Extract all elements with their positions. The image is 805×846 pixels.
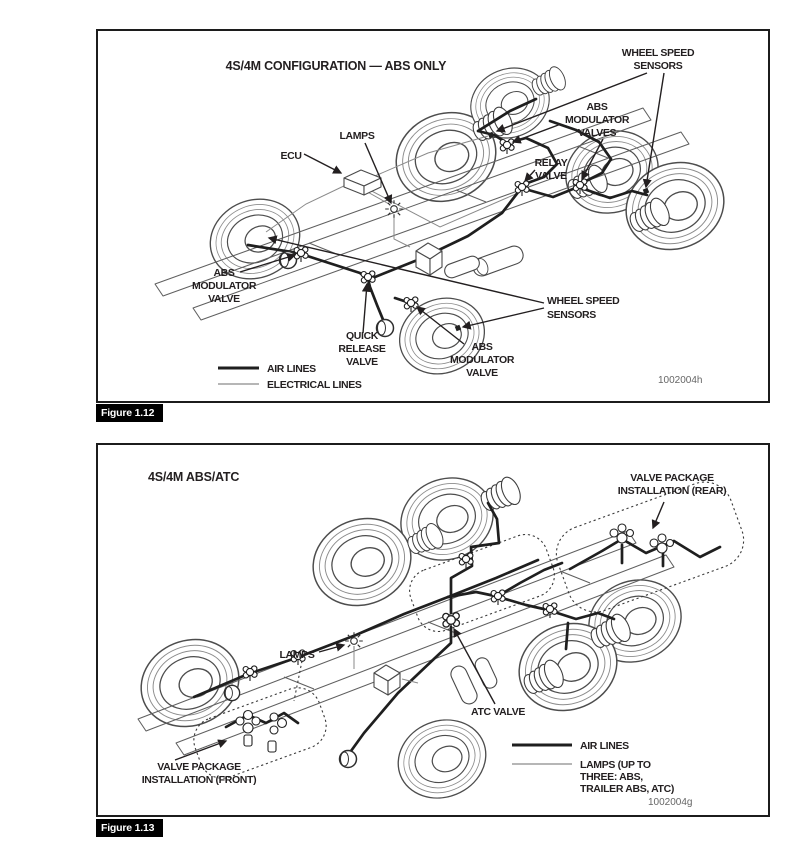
- label-abs-modulator-valves: VALVES: [577, 127, 617, 139]
- label-valve-package-rear: VALVE PACKAGE: [630, 472, 714, 484]
- front-valve-package: [226, 711, 298, 753]
- legend-air-lines-label: AIR LINES: [267, 363, 316, 375]
- brake-chamber: [280, 252, 297, 269]
- legend: [218, 363, 362, 391]
- figure-caption-1-12: [96, 404, 163, 422]
- label-abs-modulator-valve-bottom: VALVE: [466, 367, 498, 379]
- valve-glyph: [243, 666, 257, 681]
- label-abs-modulator-valves: ABS: [586, 101, 608, 113]
- air-tank-small: [473, 656, 499, 691]
- valve-glyph: [543, 603, 557, 618]
- label-abs-modulator-valves: MODULATOR: [564, 114, 630, 126]
- label-valve-package-front: VALVE PACKAGE: [157, 761, 241, 773]
- label-wheel-speed-sensors-right: WHEEL SPEED: [547, 295, 620, 307]
- lamp-icon: [385, 200, 403, 218]
- figure-1-12-panel: [96, 29, 770, 403]
- air-tank-small: [443, 254, 482, 279]
- label-atc-valve: ATC VALVE: [470, 706, 526, 718]
- legend: [512, 740, 674, 795]
- label-quick-release-valve: VALVE: [346, 356, 378, 368]
- label-wheel-speed-sensors-top: WHEEL SPEED: [621, 47, 695, 59]
- quick-release-valve-glyph: [361, 271, 375, 286]
- label-wheel-speed-sensors-right: SENSORS: [547, 309, 596, 321]
- brake-chamber: [224, 685, 239, 700]
- label-abs-modulator-valve-bottom: MODULATOR: [449, 354, 515, 366]
- label-wheel-speed-sensors-top: SENSORS: [633, 60, 683, 72]
- figure-caption-1-13: [96, 819, 163, 837]
- abs-modulator-valve-glyph: [500, 139, 514, 154]
- legend-air-lines-label: AIR LINES: [580, 740, 629, 752]
- label-quick-release-valve: RELEASE: [338, 343, 386, 355]
- figure-caption-text: Figure 1.13: [101, 822, 155, 834]
- legend-electrical-lines-label: ELECTRICAL LINES: [267, 379, 362, 391]
- brake-chamber: [377, 320, 394, 337]
- figure1-title: 4S/4M CONFIGURATION — ABS ONLY: [225, 59, 447, 73]
- battery-box: [374, 665, 400, 695]
- label-ecu: ECU: [280, 150, 302, 162]
- label-abs-modulator-valve-left: VALVE: [208, 293, 240, 305]
- figure2-art-code: 1002004g: [648, 797, 693, 808]
- wheel: [386, 707, 497, 811]
- legend-lamps-label: LAMPS (UP TO: [580, 759, 651, 771]
- air-tank: [448, 663, 479, 706]
- brake-chamber: [340, 751, 357, 768]
- label-valve-package-front: INSTALLATION (FRONT): [141, 774, 257, 786]
- label-abs-modulator-valve-left: ABS: [213, 267, 235, 279]
- figure2-title: 4S/4M ABS/ATC: [148, 470, 240, 484]
- legend-lamps-label: THREE: ABS,: [580, 771, 643, 783]
- label-abs-modulator-valve-left: MODULATOR: [191, 280, 257, 292]
- valve-glyph: [491, 590, 505, 605]
- truck-wheels: [198, 57, 737, 387]
- legend-lamps-label: TRAILER ABS, ATC): [580, 783, 674, 795]
- figure-1-12-drawing: [98, 31, 768, 401]
- figure-caption-text: Figure 1.12: [101, 407, 155, 419]
- atc-valve-glyph: [443, 613, 460, 631]
- label-abs-modulator-valve-bottom: ABS: [471, 341, 493, 353]
- label-lamps: LAMPS: [279, 649, 315, 661]
- rear-valve-package: [570, 524, 720, 569]
- figure-1-13-drawing: [98, 445, 768, 815]
- label-relay-valve: VALVE: [535, 170, 567, 182]
- label-quick-release-valve: QUICK: [345, 330, 379, 342]
- label-valve-package-rear: INSTALLATION (REAR): [617, 485, 727, 497]
- battery-box: [416, 243, 442, 275]
- figure1-art-code: 1002004h: [658, 375, 703, 386]
- ecu-box: [344, 170, 381, 195]
- label-lamps: LAMPS: [339, 130, 375, 142]
- figure-1-13-panel: [96, 443, 770, 817]
- label-relay-valve: RELAY: [534, 157, 568, 169]
